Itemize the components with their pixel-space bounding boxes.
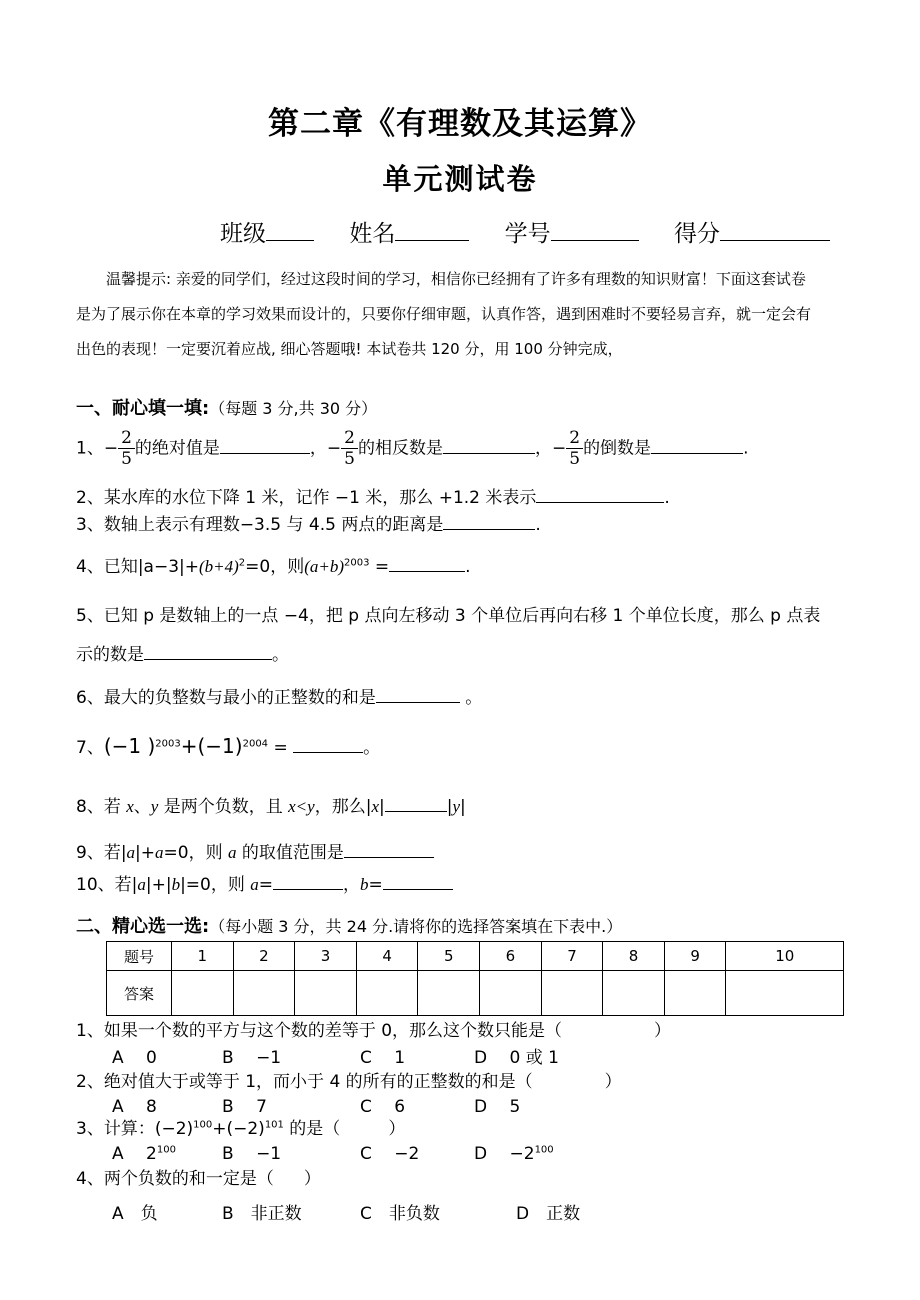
option-a[interactable]: A $2^{100}$ — [112, 1144, 176, 1164]
intro-paragraph — [76, 262, 851, 367]
options-2-4 — [112, 1199, 580, 1224]
answer-blank[interactable] — [385, 796, 447, 812]
option-c[interactable]: C 6 — [360, 1097, 406, 1117]
answer-blank[interactable] — [273, 874, 343, 890]
table-header-cell: 题号 — [107, 942, 172, 971]
answer-blank[interactable] — [536, 487, 664, 503]
option-d[interactable]: D 正数 — [516, 1204, 581, 1224]
fraction: $\frac{2}{5}$ — [118, 428, 135, 469]
section2-heading — [76, 912, 622, 938]
id-blank[interactable] — [551, 218, 639, 241]
options-2-1 — [112, 1043, 559, 1068]
table-row — [107, 942, 844, 971]
intro-line: 温馨提示: 亲爱的同学们，经过这段时间的学习，相信你已经拥有了许多有理数的知识财富！下面这套试卷 — [106, 270, 806, 288]
answer-cell[interactable] — [172, 971, 234, 1016]
score-blank[interactable] — [720, 218, 830, 241]
option-b[interactable]: B 7 — [222, 1097, 267, 1117]
question-1-4: 4、已知$|a-3|+(b+4)^2=0$，则$(a+b)^{2003}$ = . — [76, 557, 471, 577]
table-header-cell: 10 — [726, 942, 844, 971]
score-label: 得分 — [673, 221, 720, 247]
answer-blank[interactable] — [443, 438, 535, 454]
answer-blank[interactable] — [220, 438, 310, 454]
answer-blank[interactable] — [376, 687, 460, 703]
table-header-cell: 6 — [480, 942, 542, 971]
answer-cell[interactable] — [541, 971, 603, 1016]
answer-cell[interactable] — [295, 971, 357, 1016]
answer-blank[interactable] — [389, 556, 465, 572]
section2-title: 二、精心选一选: — [76, 916, 210, 937]
option-c[interactable]: C 非负数 — [360, 1204, 440, 1224]
question-1-2: 2、某水库的水位下降 1 米，记作 −1 米，那么 +1.2 米表示 . — [76, 488, 670, 508]
fraction: $\frac{2}{5}$ — [566, 428, 583, 469]
answer-cell[interactable] — [480, 971, 542, 1016]
table-header-cell: 4 — [356, 942, 418, 971]
answer-blank[interactable] — [144, 644, 272, 660]
fraction: $\frac{2}{5}$ — [341, 428, 358, 469]
table-row — [107, 971, 844, 1016]
answer-cell[interactable] — [664, 971, 726, 1016]
answer-blank[interactable] — [293, 737, 363, 753]
question-1-9: 9、若|a|+a=0，则 a 的取值范围是 — [76, 838, 434, 863]
option-c[interactable]: C −2 — [360, 1144, 420, 1164]
answer-blank[interactable] — [651, 438, 743, 454]
option-b[interactable]: B −1 — [222, 1144, 282, 1164]
option-a[interactable]: A 负 — [112, 1204, 158, 1224]
question-1-3: 3、数轴上表示有理数−3.5 与 4.5 两点的距离是 . — [76, 515, 541, 535]
question-1-5: 5、已知 p 是数轴上的一点 −4，把 p 点向左移动 3 个单位后再向右移 1 个单位长度，那么 p 点表 示的数是 。 — [76, 606, 821, 665]
student-info-line — [220, 215, 830, 248]
option-c[interactable]: C 1 — [360, 1048, 406, 1068]
answer-table — [106, 941, 844, 1016]
answer-blank[interactable] — [383, 874, 453, 890]
question-2-4: 4、两个负数的和一定是（ ） — [76, 1169, 321, 1189]
question-1-7: 7、(−1 )$^{2003}+(-1)^{2004}$ = 。 — [76, 734, 381, 758]
table-header-cell: 2 — [233, 942, 295, 971]
class-label: 班级 — [220, 221, 266, 247]
question-1-6: 6、最大的负整数与最小的正整数的和是 。 — [76, 688, 483, 708]
answer-cell[interactable] — [603, 971, 665, 1016]
name-blank[interactable] — [395, 218, 469, 241]
answer-cell[interactable] — [726, 971, 844, 1016]
question-1-1: 1、− $\frac{2}{5}$ 的绝对值是 ，− $\frac{2}{5}$ 的相反数是 ，− $\frac{2}{5}$ 的倒数是 . — [76, 428, 749, 469]
table-header-cell: 3 — [295, 942, 357, 971]
section1-title: 一、耐心填一填: — [76, 398, 210, 419]
id-label: 学号 — [504, 221, 551, 247]
option-d[interactable]: D 0 或 1 — [474, 1048, 559, 1068]
question-2-3: 3、计算：$(-2)^{100}+(-2)^{101}$ 的是（ ） — [76, 1119, 406, 1139]
question-2-1: 1、如果一个数的平方与这个数的差等于 0，那么这个数只能是（ ） — [76, 1021, 672, 1041]
question-2-2: 2、绝对值大于或等于 1，而小于 4 的所有的正整数的和是（ ） — [76, 1072, 622, 1092]
answer-blank[interactable] — [443, 514, 535, 530]
option-b[interactable]: B −1 — [222, 1048, 282, 1068]
answer-blank[interactable] — [344, 842, 434, 858]
option-a[interactable]: A 0 — [112, 1048, 157, 1068]
table-header-cell: 9 — [664, 942, 726, 971]
section2-note: （每小题 3 分，共 24 分.请将你的选择答案填在下表中.） — [209, 917, 623, 936]
table-header-cell: 7 — [541, 942, 603, 971]
table-header-cell: 1 — [172, 942, 234, 971]
section1-note: （每题 3 分,共 30 分） — [209, 399, 378, 418]
option-d[interactable]: D $-2^{100}$ — [474, 1144, 554, 1164]
option-d[interactable]: D 5 — [474, 1097, 521, 1117]
option-a[interactable]: A 8 — [112, 1097, 157, 1117]
intro-line: 是为了展示你在本章的学习效果而设计的，只要你仔细审题，认真作答，遇到困难时不要轻易言弃，就一定会有 — [76, 305, 812, 323]
answer-cell[interactable] — [233, 971, 295, 1016]
table-header-cell: 5 — [418, 942, 480, 971]
question-1-10: 10、若|a|+|b|=0，则 a= ，b= — [76, 870, 453, 895]
page-title: 第二章《有理数及其运算》 — [268, 106, 652, 142]
options-2-3 — [112, 1139, 554, 1164]
page-subtitle: 单元测试卷 — [382, 162, 538, 196]
table-label-cell: 答案 — [107, 971, 172, 1016]
table-header-cell: 8 — [603, 942, 665, 971]
intro-line: 出色的表现！一定要沉着应战, 细心答题哦! 本试卷共 120 分，用 100 分钟完成， — [76, 340, 623, 358]
name-label: 姓名 — [349, 221, 396, 247]
section1-heading — [76, 394, 377, 420]
question-1-8: 8、若 x、y 是两个负数，且 x<y，那么|x| |y| — [76, 797, 466, 817]
answer-cell[interactable] — [356, 971, 418, 1016]
answer-cell[interactable] — [418, 971, 480, 1016]
option-b[interactable]: B 非正数 — [222, 1204, 302, 1224]
class-blank[interactable] — [266, 218, 314, 241]
